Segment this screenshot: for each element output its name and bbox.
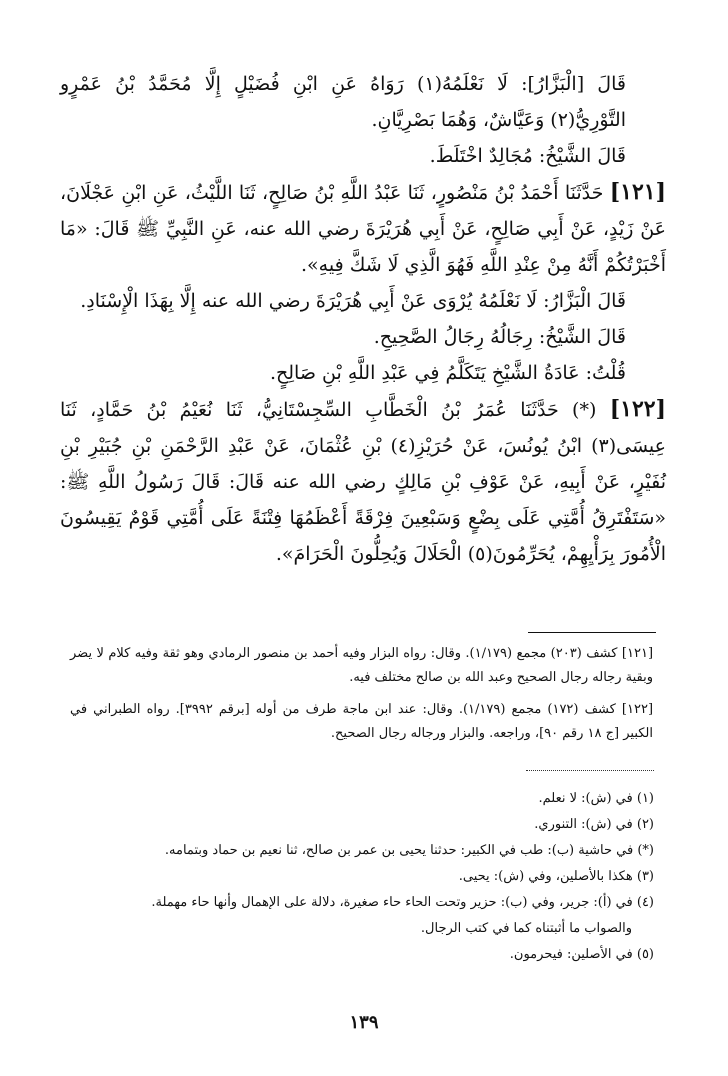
footnote-continuation: والصواب ما أثبتناه كما في كتب الرجال. [420, 921, 632, 936]
footnote: (٤) في (أ): جرير، وفي (ب): حزير وتحت الحاء حاء صغيرة، دلالة على الإهمال وأنها حاء مهملة. [151, 895, 654, 910]
footnote: (١) في (ش): لا نعلم. [538, 791, 654, 806]
hadith-number: [١٢٢] [609, 396, 666, 422]
notes-separator [526, 770, 654, 771]
footnote-separator [528, 632, 656, 633]
page-number: ١٣٩ [349, 1012, 379, 1033]
footnotes [70, 786, 654, 968]
footnote: (٥) في الأصلين: فيحرمون. [509, 947, 654, 962]
hadith-number: [١٢١] [609, 179, 666, 205]
hadith-121 [60, 174, 666, 283]
reference-121: [١٢١] كشف (٢٠٣) مجمع (١/١٧٩). وقال: رواه البزار وفيه أحمد بن منصور الرمادي وهو ثقة وفيه كلام لا يضر وبقية رجاله رجال الصحيح وعبد الله بن صالح مختلف فيه. [70, 646, 654, 685]
footnote: (*) في حاشية (ب): طب في الكبير: حدثنا يحيى بن عمر بن صالح، ثنا نعيم بن حماد وبتمامه. [164, 843, 654, 858]
main-text [60, 66, 666, 572]
shaykh-comment: قَالَ الشَّيْخُ: رِجَالُهُ رِجَالُ الصَّحِيحِ. [373, 326, 626, 348]
reference-122: [١٢٢] كشف (١٧٢) مجمع (١/١٧٩). وقال: عند ابن ماجة طرف من أوله [برقم ٣٩٩٢]. رواه الطبراني في الكبير [ج ١٨ رقم ٩٠]، وراجعه. والبزار ورجاله رجال الصحيح. [70, 702, 654, 741]
shaykh-comment: قَالَ الشَّيْخُ: مُجَالِدٌ اخْتَلَطَ. [429, 145, 626, 167]
footnote: (٣) هكذا بالأصلين، وفي (ش): يحيى. [458, 869, 654, 884]
author-comment: قُلْتُ: عَادَةُ الشَّيْخِ يَتَكَلَّمُ فِي عَبْدِ اللَّهِ بْنِ صَالِحٍ. [269, 362, 626, 384]
hadith-text: حَدَّثَنَا أَحْمَدُ بْنُ مَنْصُورٍ، ثَنَا عَبْدُ اللَّهِ بْنُ صَالِحٍ، ثَنَا اللَّيْثُ، عَنِ ابْنِ عَجْلَانَ، عَنْ زَيْدٍ، عَنْ أَبِي صَالِحٍ، عَنْ أَبِي هُرَيْرَةَ رضي الله عنه، عَنِ النَّبِيِّ ﷺ قَالَ: «مَا أَخْبَرْتُكُمْ أَنَّهُ مِنْ عِنْدِ اللَّهِ فَهُوَ الَّذِي لَا شَكَّ فِيهِ». [60, 182, 666, 276]
hadith-122 [60, 391, 666, 572]
bazzar-comment: قَالَ الْبَزَّارُ: لَا نَعْلَمُهُ يُرْوَى عَنْ أَبِي هُرَيْرَةَ رضي الله عنه إِلَّا بِهَذَا الْإِسْنَادِ. [80, 290, 626, 312]
hadith-text: (*) حَدَّثَنَا عُمَرُ بْنُ الْخَطَّابِ السِّجِسْتَانِيُّ، ثَنَا نُعَيْمُ بْنُ حَمَّادٍ، ثَنَا عِيسَى(٣) ابْنُ يُونُسَ، عَنْ حُرَيْزِ(٤) بْنِ عُثْمَانَ، عَنْ عَبْدِ الرَّحْمَنِ بْنِ جُبَيْرِ بْنِ نُفَيْرٍ، عَنْ أَبِيهِ، عَنْ عَوْفِ بْنِ مَالِكٍ رضي الله عنه قَالَ: قَالَ رَسُولُ اللَّهِ ﷺ: «سَتَفْتَرِقُ أُمَّتِي عَلَى بِضْعٍ وَسَبْعِينَ فِرْقَةً أَعْظَمُهَا فِتْنَةً عَلَى أُمَّتِي قَوْمٌ يَقِيسُونَ الْأُمُورَ بِرَأْيِهِمْ، يُحَرِّمُونَ(٥) الْحَلَالَ وَيُحِلُّونَ الْحَرَامَ». [60, 399, 666, 565]
references [70, 642, 653, 754]
footnote: (٢) في (ش): التنوري. [534, 817, 654, 832]
bazzar-comment: قَالَ [الْبَزَّارُ]: لَا نَعْلَمُهُ(١) رَوَاهُ عَنِ ابْنِ فُضَيْلٍ إِلَّا مُحَمَّدُ بْنُ عَمْرٍو التَّوْرِيُّ(٢) وَعَيَّاشٌ، وَهُمَا بَصْرِيَّانِ. [60, 73, 626, 131]
